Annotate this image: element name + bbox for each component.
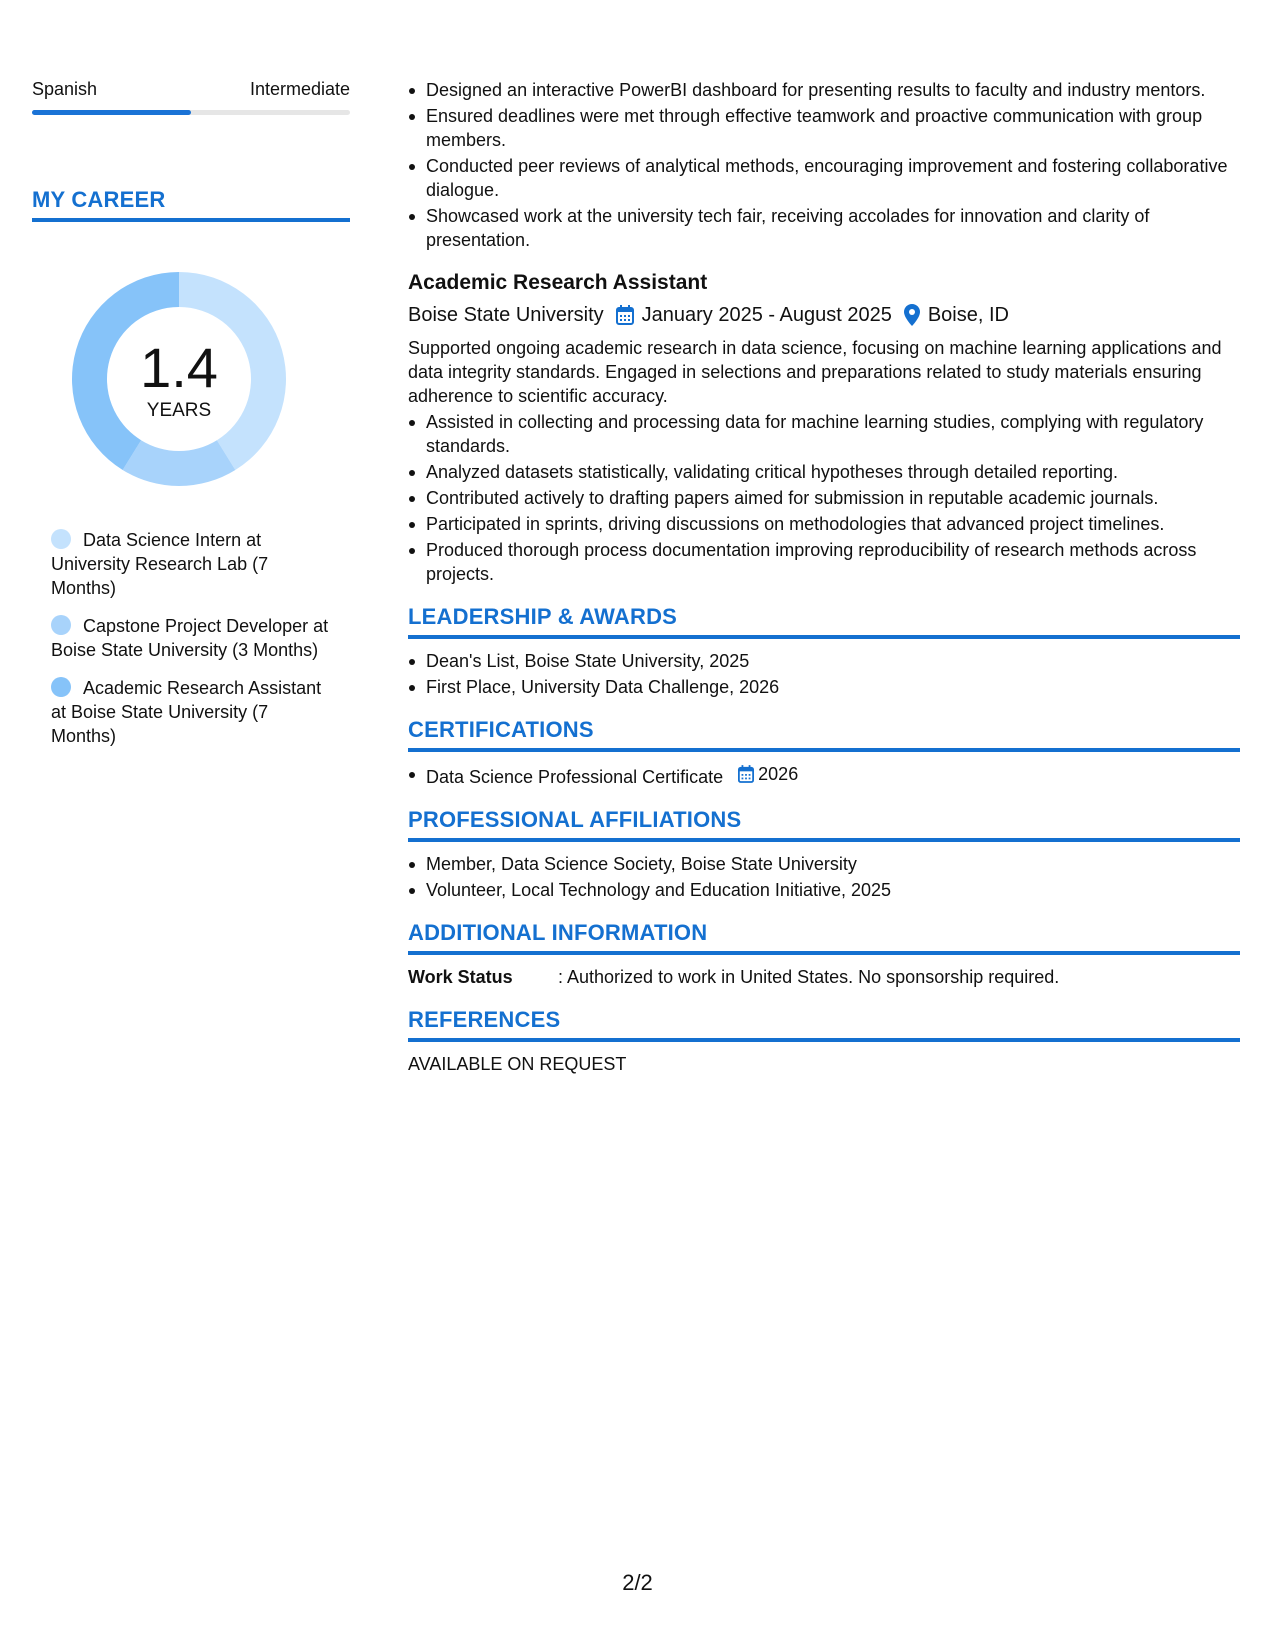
job-location: Boise, ID [927, 304, 1009, 326]
list-item: Produced thorough process documentation improving reproducibility of research methods across projects. [426, 538, 1240, 586]
language-proficiency-fill [32, 110, 191, 115]
language-level: Intermediate [249, 79, 350, 99]
list-item: Volunteer, Local Technology and Education Initiative, 2025 [426, 878, 1240, 902]
location-pin-icon [904, 304, 920, 326]
job-entry [408, 270, 1240, 586]
affiliations-list [408, 852, 1240, 902]
awards-section-title: LEADERSHIP & AWARDS [408, 604, 1240, 639]
job-dates: January 2025 - August 2025 [641, 304, 892, 326]
legend-item [51, 614, 331, 662]
legend-dot [51, 615, 71, 635]
sidebar [32, 78, 350, 762]
legend-item [51, 676, 331, 748]
list-item: Designed an interactive PowerBI dashboard for presenting results to faculty and industry mentors. [426, 78, 1240, 102]
work-status-row [408, 965, 1240, 989]
previous-job-bullets [408, 78, 1240, 252]
list-item: Conducted peer reviews of analytical methods, encouraging improvement and fostering collaborative dialogue. [426, 154, 1240, 202]
list-item [426, 762, 1240, 789]
language-skill [32, 78, 350, 115]
calendar-icon [616, 305, 634, 325]
certification-name: Data Science Professional Certificate [426, 767, 724, 787]
page-number: 2/2 [622, 1570, 653, 1595]
list-item: Dean's List, Boise State University, 2025 [426, 649, 1240, 673]
list-item: Member, Data Science Society, Boise State University [426, 852, 1240, 876]
work-status-label: Work Status [408, 967, 513, 987]
career-legend [32, 528, 350, 748]
affiliations-section-title: PROFESSIONAL AFFILIATIONS [408, 807, 1240, 842]
career-total-unit: YEARS [146, 400, 212, 421]
certifications-list [408, 762, 1240, 789]
list-item: Ensured deadlines were met through effective teamwork and proactive communication with group members. [426, 104, 1240, 152]
list-item: Showcased work at the university tech fair, receiving accolades for innovation and clarity of presentation. [426, 204, 1240, 252]
legend-dot [51, 529, 71, 549]
job-company: Boise State University [408, 304, 604, 326]
list-item: Analyzed datasets statistically, validating critical hypotheses through detailed reporting. [426, 460, 1240, 484]
certifications-section-title: CERTIFICATIONS [408, 717, 1240, 752]
job-bullets [408, 410, 1240, 586]
additional-info-section-title: ADDITIONAL INFORMATION [408, 920, 1240, 955]
donut-center [64, 264, 294, 494]
legend-dot [51, 677, 71, 697]
list-item: Assisted in collecting and processing data for machine learning studies, complying with regulatory standards. [426, 410, 1240, 458]
language-name: Spanish [32, 79, 98, 99]
list-item: First Place, University Data Challenge, 2026 [426, 675, 1240, 699]
job-meta [408, 302, 1240, 328]
awards-list [408, 649, 1240, 699]
references-section-title: REFERENCES [408, 1007, 1240, 1042]
career-section-title: MY CAREER [32, 187, 350, 222]
calendar-icon [738, 765, 754, 783]
list-item: Contributed actively to drafting papers aimed for submission in reputable academic journals. [426, 486, 1240, 510]
work-status-value: : Authorized to work in United States. No sponsorship required. [558, 967, 1060, 987]
main-content [408, 78, 1240, 1076]
language-proficiency-bar [32, 110, 350, 115]
career-total-value: 1.4 [140, 336, 218, 399]
certification-date: 2026 [758, 764, 799, 784]
references-text: AVAILABLE ON REQUEST [408, 1054, 627, 1074]
list-item: Participated in sprints, driving discussions on methodologies that advanced project timelines. [426, 512, 1240, 536]
job-description: Supported ongoing academic research in data science, focusing on machine learning applications and data integrity standards. Engaged in selections and preparations related to study materials ensuring adherence to scientific accuracy. [408, 338, 1222, 406]
legend-item [51, 528, 331, 600]
legend-label: Capstone Project Developer at Boise State University (3 Months) [51, 616, 329, 660]
job-title: Academic Research Assistant [408, 271, 708, 294]
legend-label: Academic Research Assistant at Boise State University (7 Months) [51, 678, 322, 746]
legend-label: Data Science Intern at University Research Lab (7 Months) [51, 530, 269, 598]
career-donut-chart [64, 264, 294, 494]
